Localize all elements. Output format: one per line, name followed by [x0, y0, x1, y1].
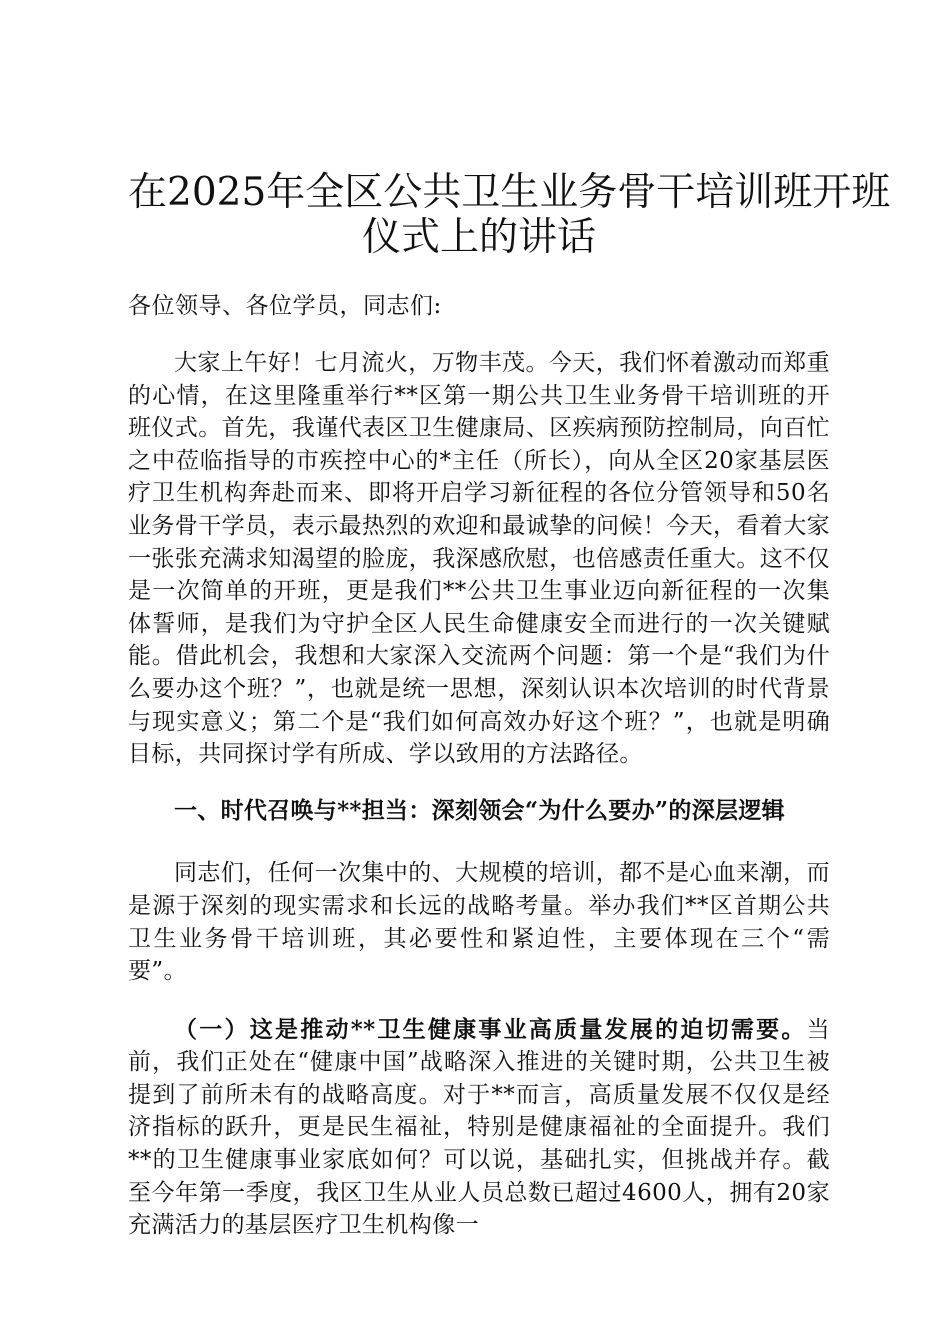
intro-paragraph: 大家上午好！七月流火，万物丰茂。今天，我们怀着激动而郑重的心情，在这里隆重举行**区第一期公共卫生业务骨干培训班的开班仪式。首先，我谨代表区卫生健康局、区疾病预防控制局，向百忙之中莅临指导的市疾控中心的*主任（所长），向从全区20家基层医疗卫生机构奔赴而来、即将开启学习新征程的各位分管领导和50名业务骨干学员，表示最热烈的欢迎和最诚挚的问候！今天，看着大家一张张充满求知渴望的脸庞，我深感欣慰，也倍感责任重大。这不仅是一次简单的开班，更是我们**公共卫生事业迈向新征程的一次集体誓师，是我们为守护全区人民生命健康安全而进行的一次关键赋能。借此机会，我想和大家深入交流两个问题：第一个是“我们为什么要办这个班？”，也就是统一思想，深刻认识本次培训的时代背景与现实意义；第二个是“我们如何高效办好这个班？”，也就是明确目标，共同探讨学有所成、学以致用的方法路径。: [128, 350, 830, 768]
title-line-2: 仪式上的讲话: [361, 215, 596, 260]
document-title: [128, 170, 891, 260]
salutation: 各位领导、各位学员，同志们:: [128, 293, 442, 319]
section-1-heading: 一、时代召唤与**担当：深刻领会“为什么要办”的深层逻辑: [174, 796, 785, 824]
subsection-1-body: 当前，我们正处在“健康中国”战略深入推进的关键时期，公共卫生被提到了前所未有的战略高度。对于**而言，高质量发展不仅仅是经济指标的跃升，更是民生福祉，特别是健康福祉的全面提升。我们**的卫生健康事业家底如何？可以说，基础扎实，但挑战并存。截至今年第一季度，我区卫生从业人员总数已超过4600人，拥有20家充满活力的基层医疗卫生机构像一: [128, 1016, 830, 1239]
title-line-1: 在2025年全区公共卫生业务骨干培训班开班: [128, 170, 891, 215]
subsection-1-paragraph: [128, 1014, 830, 1242]
subsection-1-lead: （一）这是推动**卫生健康事业高质量发展的迫切需要。: [174, 1015, 807, 1043]
document-page: [128, 170, 891, 1242]
section-1-paragraph: 同志们，任何一次集中的、大规模的培训，都不是心血来潮，而是源于深刻的现实需求和长远的战略考量。举办我们**区首期公共卫生业务骨干培训班，其必要性和紧迫性，主要体现在三个“需要”。: [128, 860, 830, 985]
